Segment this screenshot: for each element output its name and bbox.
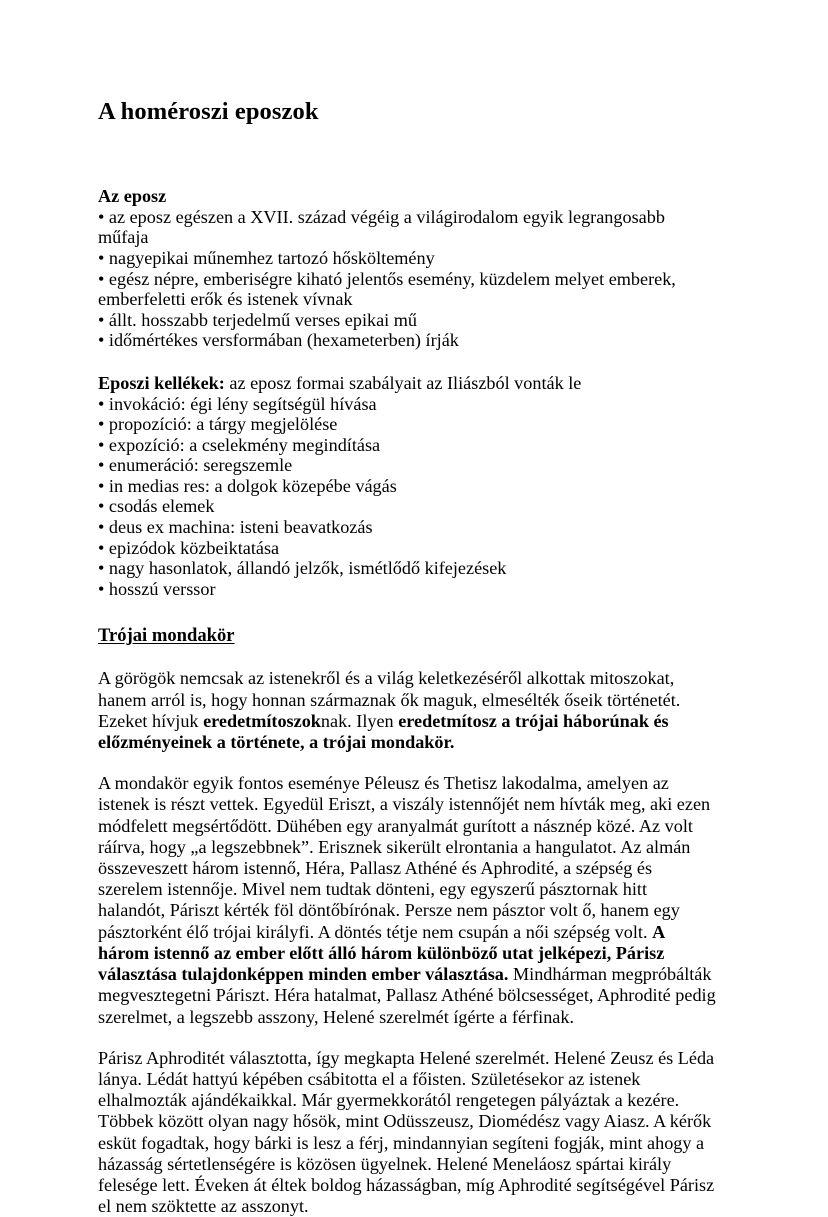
bullet-item: • expozíció: a cselekmény megindítása	[98, 434, 381, 455]
paragraph-text-run: Mindhárman megpróbálták megvesztegetni Páriszt. Héra hatalmat, Pallasz Athéné bölcsességet, Aphrodité pedig szerelmet, a legszebb asszony, Helené szerelmét ígérte a férfinak.	[98, 964, 716, 1027]
section-az-eposz	[98, 186, 718, 351]
paragraph-helene: Párisz Aphroditét választotta, így megkapta Helené szerelmét. Helené Zeusz és Léda lánya. Lédát hattyú képében csábitotta el a főisten. Születésekor az istenek elhalmozták ajándékaikkal. Már gyermekkorától rengetegen pályáztak a kezére. Többek között olyan nagy hősök, mint Odüsszeusz, Diomédész vagy Aiasz. A kérők esküt fogadtak, hogy bárki is lesz a férj, mindannyian segíteni fogják, mint ahogy a házasság sértetlenségére is közösen ügyelnek. Helené Meneláosz spártai király felesége lett. Éveken át éltek boldog házasságban, míg Aphrodité segítségével Párisz el nem szöktette az asszonyt.	[98, 1047, 715, 1217]
bullet-item: • propozíció: a tárgy megjelölése	[98, 414, 338, 435]
heading-gap	[98, 646, 718, 668]
subsection-heading-wrap	[98, 625, 718, 646]
bullet-item: • egész népre, emberiségre kiható jelentős esemény, küzdelem melyet emberek,	[98, 268, 676, 289]
bullet-item: • epizódok közbeiktatása	[98, 537, 280, 558]
section-heading-rest: az eposz formai szabályait az Iliászból vonták le	[224, 372, 582, 393]
section-heading-bold-run: Eposzi kellékek:	[98, 372, 225, 393]
paragraph-bold-run: A három istennő az ember előtt álló három különböző utat jelképezi, Párisz választása tulajdonképpen minden ember választása.	[98, 921, 665, 985]
section-gap	[98, 351, 718, 373]
bullet-item: • időmértékes versformában (hexameterben) írják	[98, 330, 459, 351]
section-heading-trojai-mondakor: Trójai mondakör	[98, 625, 235, 647]
bullet-item: • nagy hasonlatok, állandó jelzők, ismétlődő kifejezések	[98, 558, 507, 579]
bullet-item: • állt. hosszabb terjedelmű verses epikai mű	[98, 309, 418, 330]
paragraph-gap	[98, 1028, 718, 1048]
section-heading-az-eposz: Az eposz	[98, 186, 167, 207]
paragraph-peleusz-thetisz	[98, 773, 718, 1027]
section-eposzi-kellekek	[98, 373, 718, 600]
paragraph-eredetmitosz	[98, 668, 718, 753]
page-title: A homéroszi eposzok	[98, 98, 319, 125]
paragraph-text-run: A görögök nemcsak az istenekről és a világ keletkezéséről alkottak mitoszokat, hanem arról is, hogy honnan származnak ők maguk, elmesélték őseik történetét. Ezeket hívjuk	[98, 668, 681, 731]
title-spacer	[98, 126, 718, 186]
paragraph-gap	[98, 753, 718, 773]
section-gap	[98, 599, 718, 625]
bullet-item: • enumeráció: seregszemle	[98, 455, 293, 476]
paragraph-bold-run: eredetmítosz a trójai háborúnak és előzményeinek a története, a trójai mondakör.	[98, 710, 669, 753]
bullet-item: • invokáció: égi lény segítségül hívása	[98, 393, 377, 414]
paragraph-bold-run: eredetmítoszok	[203, 710, 321, 731]
paragraph-text-run: A mondakör egyik fontos eseménye Péleusz és Thetisz lakodalma, amelyen az istenek is részt vettek. Egyedül Eriszt, a viszály istennőjét nem hívták meg, aki ezen módfelett megsértődött. Dühében egy aranyalmát gurított a násznép közé. Az volt ráírva, hogy „a legszebbnek”. Erisznek sikerült elrontania a hangulatot. Az almán összeveszett három istennő, Héra, Pallasz Athéné és Aphrodité, a szépség és szerelem istennője. Mivel nem tudtak dönteni, egy egyszerű pásztornak hitt halandót, Páriszt kérték föl döntőbírónak. Persze nem pásztor volt ő, hanem egy pásztorként élő trójai királyfi. A döntés tétje nem csupán a női szépség volt.	[98, 773, 711, 942]
bullet-item: • nagyepikai műnemhez tartozó hősköltemény	[98, 247, 435, 268]
bullet-item: • deus ex machina: isteni beavatkozás	[98, 517, 373, 538]
paragraph-text-run: nak. Ilyen	[320, 710, 399, 731]
bullet-item: • az eposz egészen a XVII. század végéig a világirodalom egyik legrangosabb műfaja	[98, 206, 670, 248]
bullet-item: • in medias res: a dolgok közepébe vágás	[98, 475, 397, 496]
section-heading-eposzi-kellekek	[98, 373, 718, 394]
bullet-item: • hosszú verssor	[98, 578, 216, 599]
bullet-item-continuation: emberfeletti erők és istenek vívnak	[98, 289, 353, 310]
bullet-item: • csodás elemek	[98, 496, 215, 517]
